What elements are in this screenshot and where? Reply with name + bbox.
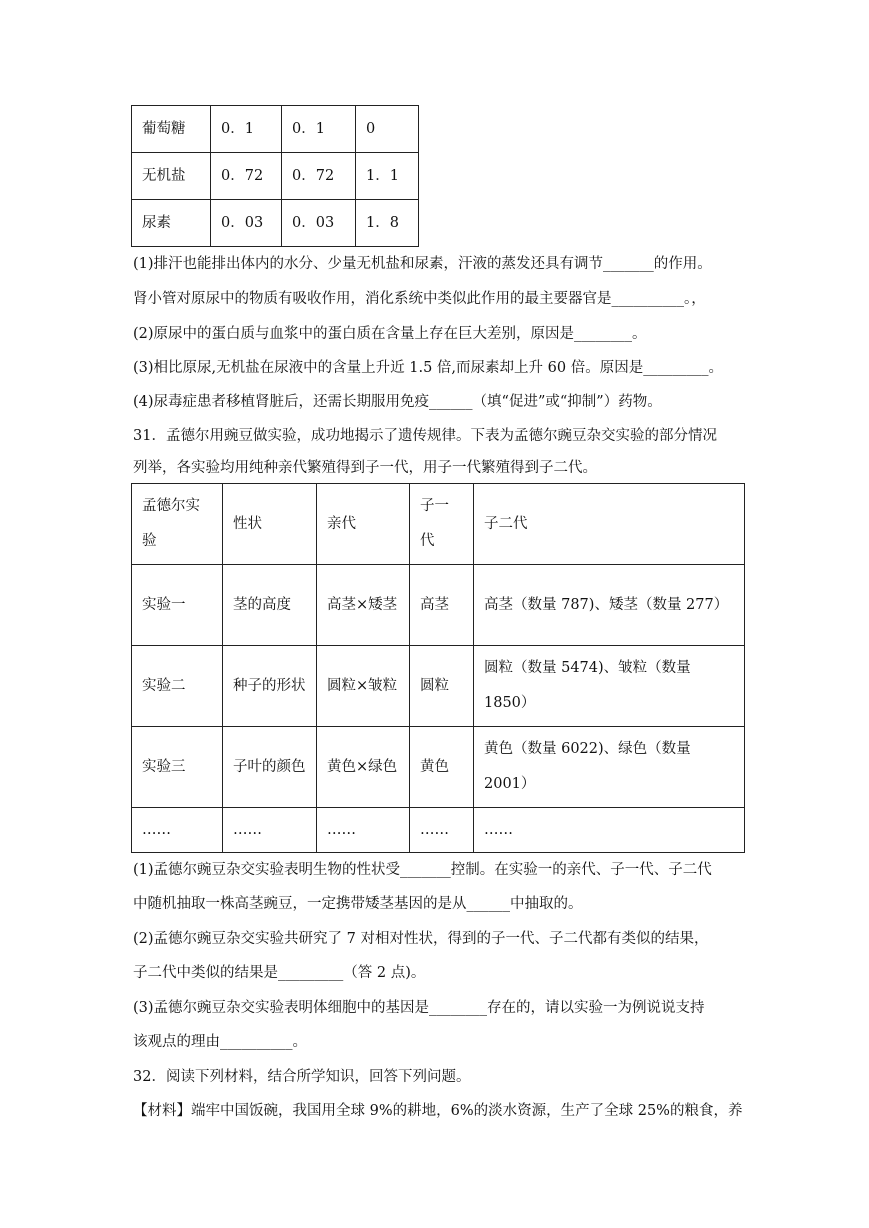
table-header-cell: 性状 bbox=[223, 484, 317, 565]
question-line: (2)原尿中的蛋白质与血浆中的蛋白质在含量上存在巨大差别，原因是________。 bbox=[133, 326, 647, 342]
mendel-experiment-table bbox=[131, 483, 745, 853]
table-row bbox=[132, 727, 745, 808]
question-line: 肾小管对原尿中的物质有吸收作用，消化系统中类似此作用的最主要器官是__________。， bbox=[133, 291, 706, 307]
table-cell: 0．03 bbox=[282, 200, 356, 247]
table-header-cell: 子二代 bbox=[474, 484, 745, 565]
table-row bbox=[132, 153, 419, 200]
table-cell: …… bbox=[223, 808, 317, 853]
table-row bbox=[132, 565, 745, 646]
table-cell: 实验一 bbox=[132, 565, 223, 646]
table-cell: 0 bbox=[356, 106, 419, 153]
table-cell: 高茎×矮茎 bbox=[317, 565, 410, 646]
table-cell: …… bbox=[410, 808, 474, 853]
table-cell: 0．72 bbox=[211, 153, 282, 200]
table-cell: 0．1 bbox=[211, 106, 282, 153]
table-cell: 黄色 bbox=[410, 727, 474, 808]
table-cell: …… bbox=[474, 808, 745, 853]
material-text: 【材料】端牢中国饭碗，我国用全球 9%的耕地，6%的淡水资源，生产了全球 25%的粮食，养 bbox=[133, 1103, 743, 1119]
table-header-cell: 孟德尔实验 bbox=[132, 484, 223, 565]
table-cell: 黄色×绿色 bbox=[317, 727, 410, 808]
table-cell: 种子的形状 bbox=[223, 646, 317, 727]
question-line: (3)相比原尿,无机盐在尿液中的含量上升近 1.5 倍,而尿素却上升 60 倍。原因是_________。 bbox=[133, 360, 723, 376]
table-cell: …… bbox=[132, 808, 223, 853]
question-line: (1)排汗也能排出体内的水分、少量无机盐和尿素，汗液的蒸发还具有调节_______的作用。 bbox=[133, 256, 712, 272]
table-cell: 葡萄糖 bbox=[132, 106, 211, 153]
question-line: 子二代中类似的结果是_________（答 2 点)。 bbox=[133, 965, 426, 981]
table-row bbox=[132, 646, 745, 727]
table-cell: 黄色（数量 6022)、绿色（数量 2001） bbox=[474, 727, 745, 808]
table-row bbox=[132, 106, 419, 153]
question-line: (1)孟德尔豌豆杂交实验表明生物的性状受_______控制。在实验一的亲代、子一代、子二代 bbox=[133, 862, 712, 878]
table-cell: 高茎 bbox=[410, 565, 474, 646]
table-cell: 0．03 bbox=[211, 200, 282, 247]
table-cell: 子叶的颜色 bbox=[223, 727, 317, 808]
table-cell: …… bbox=[317, 808, 410, 853]
table-cell: 0．72 bbox=[282, 153, 356, 200]
question-line: 中随机抽取一株高茎豌豆，一定携带矮茎基因的是从______中抽取的。 bbox=[133, 896, 583, 912]
question-line: (2)孟德尔豌豆杂交实验共研究了 7 对相对性状，得到的子一代、子二代都有类似的结果， bbox=[133, 931, 709, 947]
question-intro: 列举，各实验均用纯种亲代繁殖得到子一代，用子一代繁殖得到子二代。 bbox=[133, 460, 597, 476]
table-cell: 实验二 bbox=[132, 646, 223, 727]
table-cell: 1．8 bbox=[356, 200, 419, 247]
table-cell: 圆粒 bbox=[410, 646, 474, 727]
question-intro: 32．阅读下列材料，结合所学知识，回答下列问题。 bbox=[133, 1069, 471, 1085]
question-line: 该观点的理由__________。 bbox=[133, 1034, 307, 1050]
table-cell: 圆粒×皱粒 bbox=[317, 646, 410, 727]
table-cell: 茎的高度 bbox=[223, 565, 317, 646]
urine-composition-table bbox=[131, 105, 419, 247]
table-cell: 1．1 bbox=[356, 153, 419, 200]
table-header-cell: 子一代 bbox=[410, 484, 474, 565]
table-cell: 0．1 bbox=[282, 106, 356, 153]
question-line: (3)孟德尔豌豆杂交实验表明体细胞中的基因是________存在的，请以实验一为例说说支持 bbox=[133, 1000, 705, 1016]
table-row bbox=[132, 200, 419, 247]
table-header-row bbox=[132, 484, 745, 565]
table-cell: 高茎（数量 787)、矮茎（数量 277） bbox=[474, 565, 745, 646]
table-cell: 圆粒（数量 5474)、皱粒（数量 1850） bbox=[474, 646, 745, 727]
table-cell: 无机盐 bbox=[132, 153, 211, 200]
table-cell: 实验三 bbox=[132, 727, 223, 808]
question-line: (4)尿毒症患者移植肾脏后，还需长期服用免疫______（填“促进”或“抑制”）药物。 bbox=[133, 394, 662, 410]
question-intro: 31．孟德尔用豌豆做实验，成功地揭示了遗传规律。下表为孟德尔豌豆杂交实验的部分情况 bbox=[133, 428, 717, 444]
table-row bbox=[132, 808, 745, 853]
table-header-cell: 亲代 bbox=[317, 484, 410, 565]
table-cell: 尿素 bbox=[132, 200, 211, 247]
